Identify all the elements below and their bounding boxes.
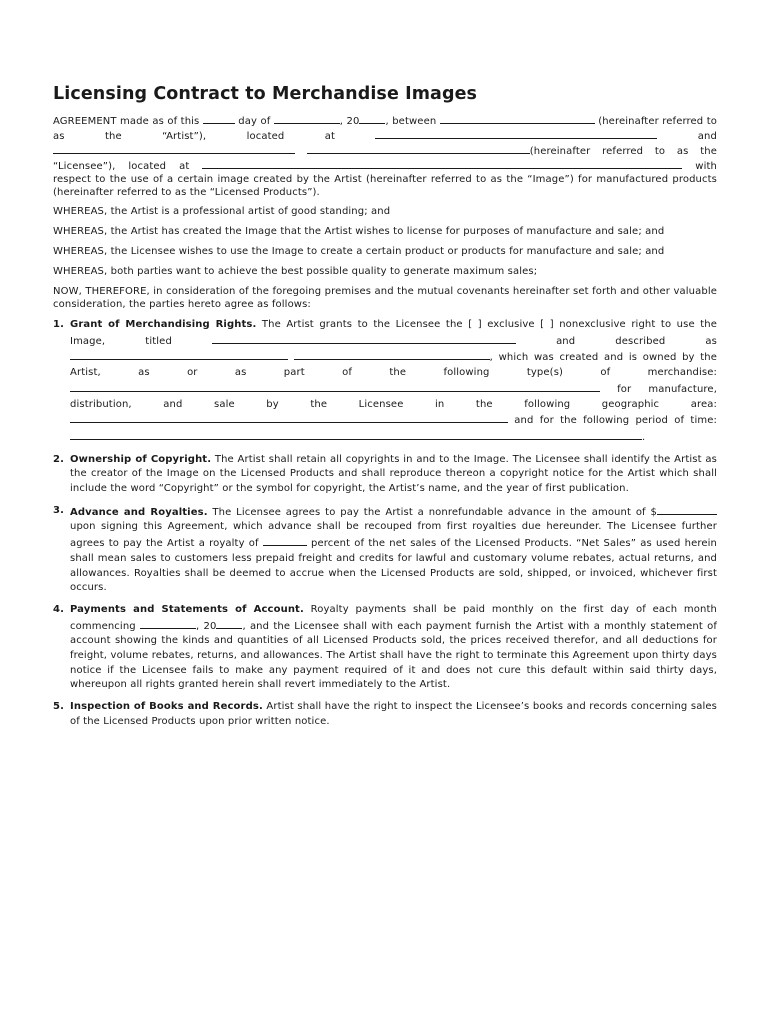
whereas-1: WHEREAS, the Artist is a professional artist of good standing; and	[53, 206, 391, 217]
section-heading: Inspection of Books and Records.	[70, 701, 263, 713]
section-heading: Grant of Merchandising Rights.	[70, 319, 257, 330]
blank-licensee-address[interactable]	[202, 158, 682, 169]
s1-line-6: distribution, and sale by the Licensee in the following geographic area:	[70, 398, 717, 410]
s1-line-3: , which was created and is owned by the	[70, 349, 717, 366]
section-heading: Ownership of Copyright.	[70, 453, 212, 465]
section-3: 3. Advance and Royalties. The Licensee agrees to pay the Artist a nonrefundable advance in the amount of $ upon signing this Agreement, which advance shall be recouped from first royalties due hereunder. The Licensee further agrees to pay the Artist a royalty of percent of the net sales of the Licensed Products. “Net Sales” as used herein shall mean sales to customers less prepaid freight and credits for lawful and customary volume rebates, actual returns, and allowances. Royalties shall be deemed to accrue when the Licensed Products are sold, shipped, or invoiced, whichever first occurs.	[53, 504, 717, 594]
s1-line-2: Image, titled and described as	[70, 333, 717, 350]
blank-day[interactable]	[203, 113, 235, 124]
blank-month[interactable]	[274, 113, 340, 124]
blank-commencing-date[interactable]	[140, 618, 196, 629]
section-number: 5.	[53, 701, 64, 713]
whereas-3: WHEREAS, the Licensee wishes to use the Image to create a certain product or products for manufacture and sale; and	[53, 246, 665, 257]
blank-advance-amount[interactable]	[657, 504, 717, 515]
section-heading: Advance and Royalties.	[70, 506, 208, 518]
blank-year[interactable]	[359, 113, 385, 124]
section-4: 4. Payments and Statements of Account. Royalty payments shall be paid monthly on the first day of each month commencing , 20 , and the Licensee shall with each payment furnish the Artist with a monthly statement of account showing the kinds and quantities of all Licensed Products sold, the prices received therefor, and all deductions for freight, volume rebates, returns, and allowances. The Artist shall have the right to terminate this Agreement upon thirty days notice if the Licensee fails to make any payment required of it and does not cure this default within said thirty days, whereupon all rights granted herein shall revert immediately to the Artist.	[53, 603, 717, 691]
section-heading: Payments and Statements of Account.	[70, 603, 304, 615]
whereas-4: WHEREAS, both parties want to achieve the best possible quality to generate maximum sales;	[53, 266, 538, 277]
blank-licensee-name-1[interactable]	[53, 143, 295, 154]
blank-artist-address[interactable]	[375, 128, 657, 139]
section-1	[53, 318, 717, 446]
s1-line-1: Grant of Merchandising Rights. The Artist grants to the Licensee the [ ] exclusive [ ] nonexclusive right to use the	[70, 319, 717, 330]
section-number: 4.	[53, 603, 64, 615]
s1-line-8: .	[70, 429, 717, 446]
blank-royalty-percent[interactable]	[263, 535, 307, 546]
section-2: 2. Ownership of Copyright. The Artist shall retain all copyrights in and to the Image. The Licensee shall identify the Artist as the creator of the Image on the Licensed Products and shall reproduce thereon a copyright notice for the Artist which shall include the word “Copyright” or the symbol for copyright, the Artist’s name, and the year of first publication.	[53, 453, 717, 495]
section-5: 5. Inspection of Books and Records. Artist shall have the right to inspect the Licensee’s books and records concerning sales of the Licensed Products upon prior written notice.	[53, 701, 717, 727]
blank-period-of-time[interactable]	[70, 429, 642, 440]
s1-line-4: Artist, as or as part of the following type(s) of merchandise:	[70, 367, 717, 379]
blank-artist-name[interactable]	[440, 113, 595, 124]
blank-image-description-2[interactable]	[294, 349, 490, 360]
blank-merchandise-type[interactable]	[70, 381, 600, 392]
document	[53, 84, 717, 737]
intro-paragraph: AGREEMENT made as of this day of , 20 , between (hereinafter referred to as the “Artist”), located at and (hereinafter referred to as the “Licensee”), located at with respect to the use of a certain image created by the Artist (hereinafter referred to as the “Image”) for manufactured products (hereinafter referred to as the “Licensed Products”).	[53, 113, 717, 199]
blank-commencing-year[interactable]	[216, 618, 242, 629]
blank-image-description-1[interactable]	[70, 349, 288, 360]
blank-geographic-area[interactable]	[70, 412, 508, 423]
section-number: 3.	[53, 504, 64, 516]
whereas-2: WHEREAS, the Artist has created the Image that the Artist wishes to license for purposes of manufacture and sale; and	[53, 226, 665, 237]
blank-licensee-name-2[interactable]	[307, 143, 530, 154]
page-title: Licensing Contract to Merchandise Images	[53, 84, 478, 104]
s1-line-5: for manufacture,	[70, 381, 717, 398]
now-therefore: NOW, THEREFORE, in consideration of the foregoing premises and the mutual covenants hereinafter set forth and other valuable consideration, the parties hereto agree as follows:	[53, 286, 717, 310]
blank-image-title[interactable]	[212, 333, 516, 344]
section-number: 2.	[53, 453, 64, 465]
section-number: 1.	[53, 319, 64, 330]
s1-line-7: and for the following period of time:	[70, 412, 717, 429]
